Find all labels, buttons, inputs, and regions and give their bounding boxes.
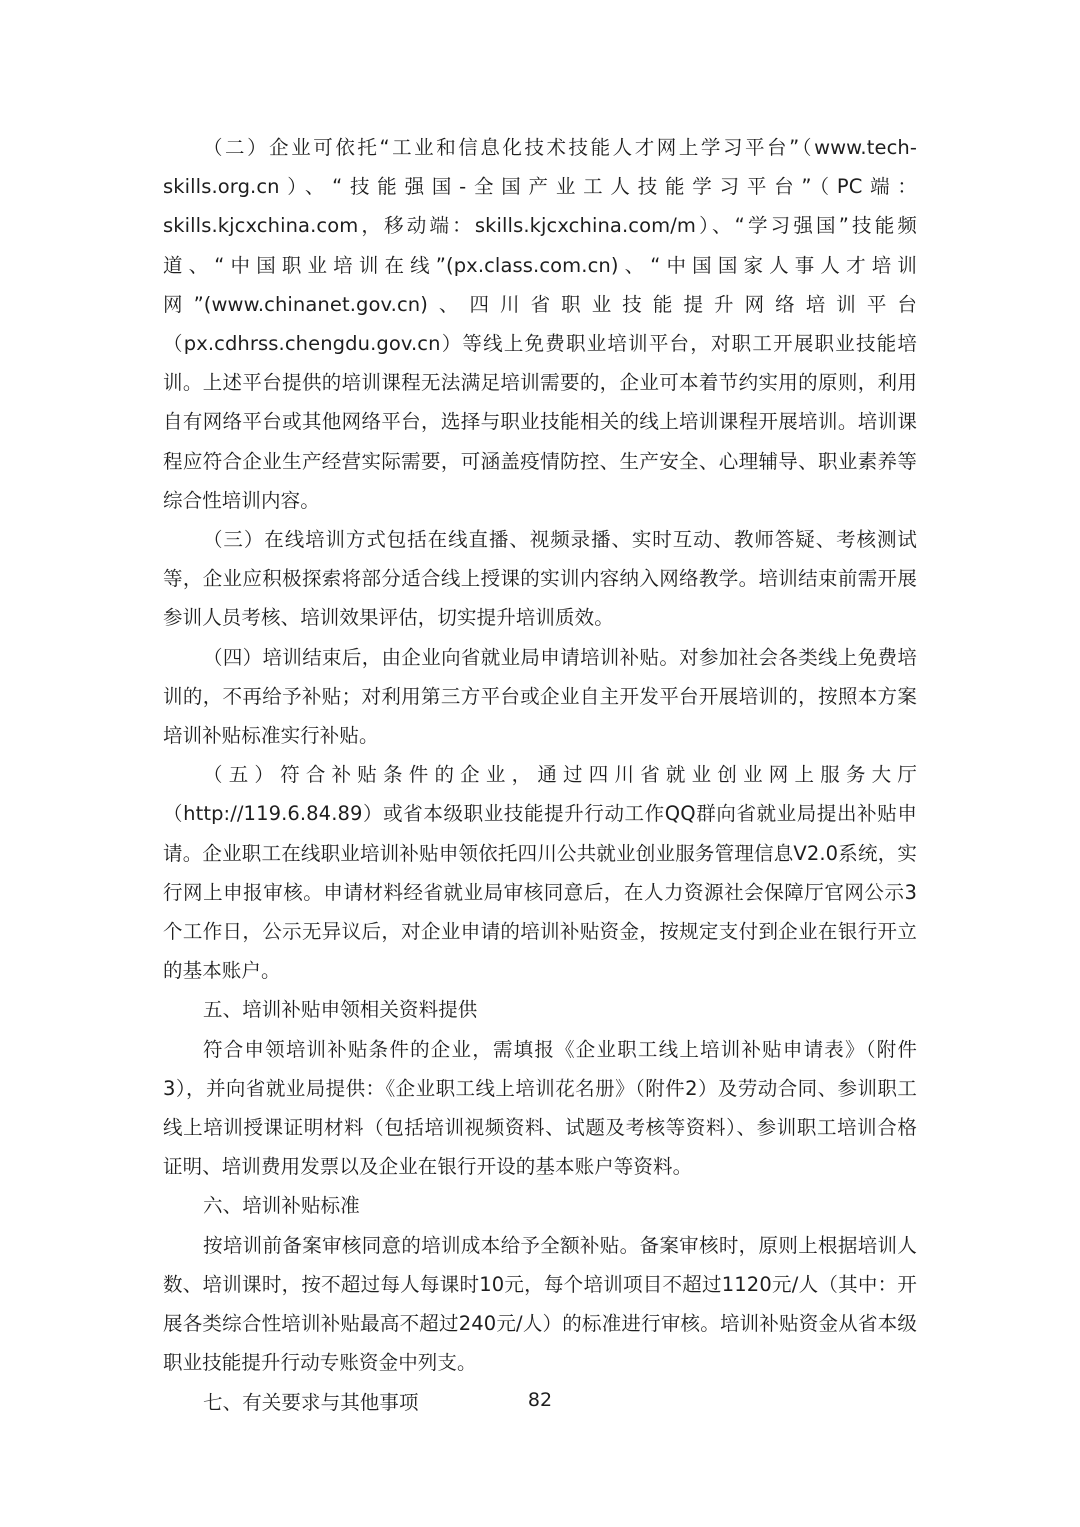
paragraph-standards: 按培训前备案审核同意的培训成本给予全额补贴。备案审核时，原则上根据培训人数、培训课时，按不超过每人每课时10元，每个培训项目不超过1120元/人（其中：开展各类综合性培训补贴最高不超过240元/人）的标准进行审核。培训补贴资金从省本级职业技能提升行动专账资金中列支。: [163, 1233, 917, 1375]
section-heading-requirements: 七、有关要求与其他事项: [203, 1390, 419, 1414]
paragraph-5-subsidy-conditions: （五）符合补贴条件的企业，通过四川省就业创业网上服务大厅（http://119.6.84.89）或省本级职业技能提升行动工作QQ群向省就业局提出补贴申请。企业职工在线职业培训补贴申领依托四川公共就业创业服务管理信息V2.0系统，实行网上申报审核。申请材料经省就业局审核同意后，在人力资源社会保障厅官网公示3个工作日，公示无异议后，对企业申请的培训补贴资金，按规定支付到企业在银行开立的基本账户。: [163, 763, 917, 983]
paragraph-materials: 符合申领培训补贴条件的企业，需填报《企业职工线上培训补贴申请表》（附件3），并向省就业局提供：《企业职工线上培训花名册》（附件2）及劳动合同、参训职工线上培训授课证明材料（包括培训视频资料、试题及考核等资料）、参训职工培训合格证明、培训费用发票以及企业在银行开设的基本账户等资料。: [163, 1037, 917, 1179]
page-number: 82: [527, 1389, 553, 1411]
paragraph-2-platforms: （二）企业可依托“工业和信息化技术技能人才网上学习平台”（www.tech-skills.org.cn）、“技能强国-全国产业工人技能学习平台”（PC端：skills.kjcxchina.com，移动端：skills.kjcxchina.com/m）、“学习强国”技能频道、“中国职业培训在线”(px.class.com.cn)、“中国国家人事人才培训网”(www.chinanet.gov.cn)、四川省职业技能提升网络培训平台（px.cdhrss.chengdu.gov.cn）等线上免费职业培训平台，对职工开展职业技能培训。上述平台提供的培训课程无法满足培训需要的，企业可本着节约实用的原则，利用自有网络平台或其他网络平台，选择与职业技能相关的线上培训课程开展培训。培训课程应符合企业生产经营实际需要，可涵盖疫情防控、生产安全、心理辅导、职业素养等综合性培训内容。: [163, 136, 917, 512]
section-heading-materials: 五、培训补贴申领相关资料提供: [203, 998, 478, 1022]
paragraph-4-subsidy-application: （四）培训结束后，由企业向省就业局申请培训补贴。对参加社会各类线上免费培训的，不再给予补贴；对利用第三方平台或企业自主开发平台开展培训的，按照本方案培训补贴标准实行补贴。: [163, 645, 917, 748]
section-heading-standards: 六、培训补贴标准: [203, 1194, 360, 1218]
document-body: [163, 128, 917, 1422]
paragraph-3-training-methods: （三）在线培训方式包括在线直播、视频录播、实时互动、教师答疑、考核测试等，企业应积极探索将部分适合线上授课的实训内容纳入网络教学。培训结束前需开展参训人员考核、培训效果评估，切实提升培训质效。: [163, 528, 917, 630]
